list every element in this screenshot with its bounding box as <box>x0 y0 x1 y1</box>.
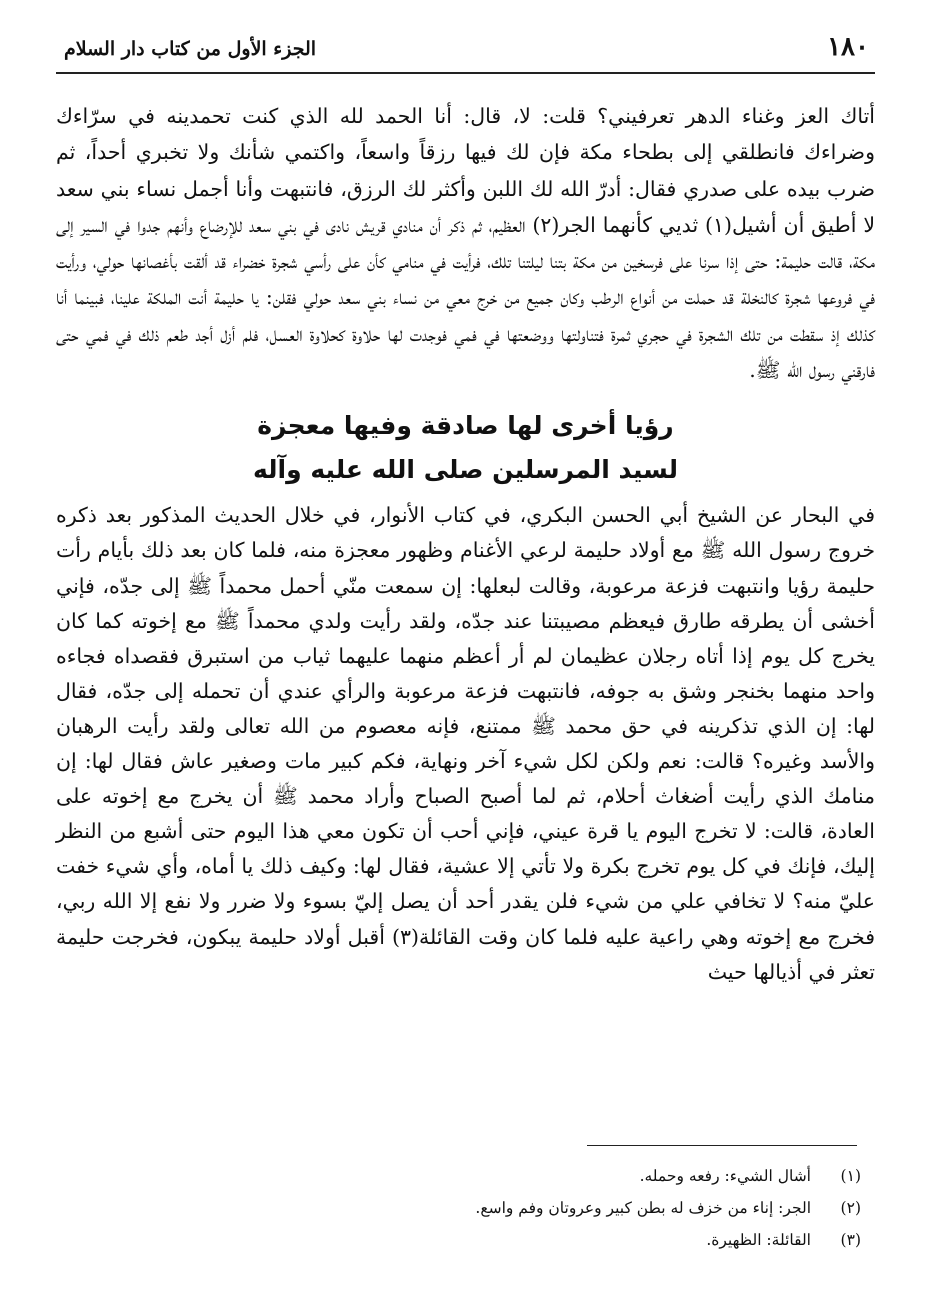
paragraph-1: أتاك العز وغناء الدهر تعرفيني؟ قلت: لا، قال: أنا الحمد لله الذي كنت تحمدينه في سرّاءك وضراءك فانطلقي إلى بطحاء مكة فإن لك فيها رزقاً واسعاً، واكتمي شأنك ولا تخبري أحداً، ثم ضرب بيده على صدري فقال: أدرّ الله لك اللبن وأكثر لك الرزق، فانتبهت وأنا أجمل نساء بني سعد لا أطيق أن أشيل(١) ثديي كأنهما الجر(٢) العظيم، ثم ذكر أن منادي قريش نادى في بني سعد للإرضاع وأنهم جدوا في السير إلى مكة، قالت حليمة: حتى إذا سرنا على فرسخين من مكة بتنا ليلتنا تلك، فرأيت في منامي كأن على رأسي شجرة خضراء قد ألقت بأغصانها حولي، ورأيت في فروعها شجرة كالنخلة قد حملت من أنواع الرطب وكان جميع من خرج معي من نساء بني سعد حولي فقلن: يا حليمة أنت الملكة علينا، فبينما أنا كذلك إذ سقطت من تلك الشجرة في حجري ثمرة فتناولتها ووضعتها في فمي فوجدت لها حلاوة كحلاوة العسل، فلم أزل أجد طعم ذلك في فمي حتى فارقني رسول الله ﷺ. <box>56 104 876 383</box>
page-header <box>56 28 875 74</box>
footnote-mark: (٢) <box>840 1199 861 1217</box>
header-rule <box>56 72 875 74</box>
section-heading <box>56 404 875 492</box>
heading-line-1: رؤيا أخرى لها صادقة وفيها معجزة <box>257 411 674 441</box>
footnote-2 <box>70 1192 861 1224</box>
running-title: الجزء الأول من كتاب دار السلام <box>64 38 317 60</box>
footnote-text: القائلة: الظهيرة. <box>706 1231 811 1249</box>
footnotes <box>70 1160 861 1256</box>
footnote-text: الجر: إناء من خزف له بطن كبير وعروتان وفم واسع. <box>475 1199 811 1217</box>
footnote-1 <box>70 1160 861 1192</box>
page-body <box>56 98 875 990</box>
footnote-text: أشال الشيء: رفعه وحمله. <box>639 1167 811 1185</box>
footnote-rule <box>587 1145 857 1146</box>
paragraph-2: في البحار عن الشيخ أبي الحسن البكري، في كتاب الأنوار، في خلال الحديث المذكور بعد ذكره خروج رسول الله ﷺ مع أولاد حليمة لرعي الأغنام وظهور معجزة منه، فلما كان بعد ذلك بأيام رأت حليمة رؤيا وانتبهت فزعة مرعوبة، وقالت لبعلها: إن سمعت منّي أحمل محمداً ﷺ إلى جدّه، فإني أخشى أن يطرقه طارق فيعظم مصيبتنا عند جدّه، ولقد رأيت ولدي محمداً ﷺ مع إخوته كما كان يخرج كل يوم إذا أتاه رجلان عظيمان لم أر أعظم منهما عليهما ثياب من استبرق فقصداه فجاءه واحد منهما بخنجر وشق به جوفه، فانتبهت فزعة مرعوبة والرأي عندي أن تحمله إلى جدّه، فقال لها: إن الذي تذكرينه في حق محمد ﷺ ممتنع، فإنه معصوم من الله تعالى ولقد رأيت الرهبان والأسد وغيره؟ قالت: نعم ولكن لكل شيء آخر ونهاية، فكم كبير مات وصغير عاش فقال لها: إن منامك الذي رأيت أضغاث أحلام، ثم لما أصبح الصباح وأراد محمد ﷺ أن يخرج مع إخوته على العادة، قالت: لا تخرج اليوم يا قرة عيني، فإني أحب أن تكون معي هذا اليوم حتى أشبع من النظر إليك، فإنك في كل يوم تخرج بكرة ولا تأتي إلا عشية، فقال لها: وكيف ذلك يا أماه، وأي شيء خفت عليّ منه؟ لا تخافي علي من شيء فلن يقدر أحد أن يصل إليّ بسوء ولا ضرر ولا نفع إلا الله ربي، فخرج مع إخوته وهي راعية عليه فلما كان وقت القائلة(٣) أقبل أولاد حليمة يبكون، فخرجت حليمة تعثر في أذيالها حيث <box>56 503 875 984</box>
footnote-mark: (٣) <box>840 1231 861 1249</box>
footnote-mark: (١) <box>840 1167 861 1185</box>
footnote-3 <box>70 1224 861 1256</box>
heading-line-2: لسيد المرسلين صلى الله عليه وآله <box>252 455 679 485</box>
page-number: ١٨٠ <box>827 32 869 62</box>
